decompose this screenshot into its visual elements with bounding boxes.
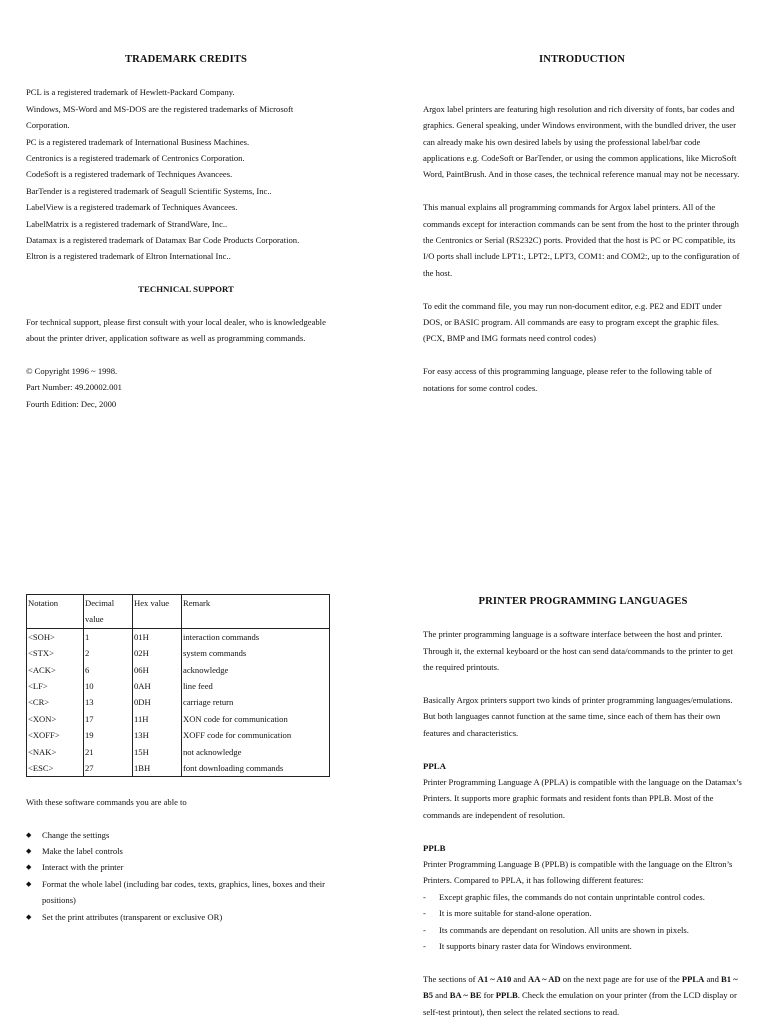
languages-heading: PRINTER PROGRAMMING LANGUAGES xyxy=(478,596,688,607)
capabilities-list xyxy=(26,827,356,925)
trademark-section xyxy=(26,52,346,412)
decimal-cell: 10 xyxy=(84,678,133,694)
remark-cell: XON code for communication xyxy=(182,711,330,727)
trademark-line: PC is a registered trademark of International Business Machines. xyxy=(26,136,250,147)
pplb-feature-list xyxy=(423,889,743,955)
notation-cell: <XOFF> xyxy=(27,727,84,743)
edition-line: Fourth Edition: Dec, 2000 xyxy=(26,398,117,409)
intro-paragraph: Argox label printers are featuring high resolution and rich diversity of fonts, bar codes and graphics. General speaking, under Windows environment, with the bundled driver, the user can already make his own desired labels by using the professional label/bar code applications e.g. CodeSoft or BarTender, or using the common applications, like MicroSoft Word, PaintBrush. And in those cases, the technical reference manual may not be necessary. xyxy=(423,103,740,180)
trademark-line: Windows, MS-Word and MS-DOS are the registered trademarks of Microsoft xyxy=(26,103,294,114)
trademark-line: Eltron is a registered trademark of Eltron International Inc.. xyxy=(26,251,231,262)
copyright-line: © Copyright 1996 ~ 1998. xyxy=(26,365,118,376)
decimal-cell: 1 xyxy=(84,628,133,645)
trademark-list xyxy=(26,84,346,264)
list-item xyxy=(423,905,743,921)
languages-section xyxy=(423,594,743,1020)
intro-paragraph: To edit the command file, you may run non-document editor, e.g. PE2 and EDIT under DOS, or BASIC program. All commands are easy to program except the graphic files. (PCX, BMP and IMG formats need control codes) xyxy=(423,300,722,344)
hex-cell: 01H xyxy=(133,628,182,645)
remark-cell: interaction commands xyxy=(182,628,330,645)
hex-cell: 02H xyxy=(133,645,182,661)
table-row xyxy=(27,711,330,727)
table-row xyxy=(27,744,330,760)
support-heading: TECHNICAL SUPPORT xyxy=(138,284,234,295)
list-item xyxy=(423,938,743,954)
languages-basic: Basically Argox printers support two kinds of printer programming languages/emulations. But both languages cannot function at the same time, since each of them has their own features and characteristics. xyxy=(423,695,733,738)
list-item-text: Set the print attributes (transparent or exclusive OR) xyxy=(42,911,223,922)
trademark-line: PCL is a registered trademark of Hewlett-Packard Company. xyxy=(26,87,235,98)
trademark-line: BarTender is a registered trademark of Seagull Scientific Systems, Inc.. xyxy=(26,185,272,196)
capabilities-intro: With these software commands you are able to xyxy=(26,796,187,807)
hex-cell: 1BH xyxy=(133,760,182,777)
decimal-cell: 21 xyxy=(84,744,133,760)
notation-cell: <ACK> xyxy=(27,662,84,678)
table-row xyxy=(27,645,330,661)
notation-section xyxy=(26,594,356,925)
list-item-text: Change the settings xyxy=(42,829,110,840)
dash-bullet-icon: - xyxy=(423,941,426,952)
hex-cell: 0AH xyxy=(133,678,182,694)
decimal-cell: 27 xyxy=(84,760,133,777)
list-item-text: Make the label controls xyxy=(42,846,123,857)
hex-cell: 15H xyxy=(133,744,182,760)
notation-cell: <ESC> xyxy=(27,760,84,777)
pplb-heading: PPLB xyxy=(423,842,446,853)
list-item-text: It supports binary raster data for Windows environment. xyxy=(439,941,632,952)
notation-cell: <STX> xyxy=(27,645,84,661)
decimal-cell: 2 xyxy=(84,645,133,661)
trademark-line: Datamax is a registered trademark of Datamax Bar Code Products Corporation. xyxy=(26,235,300,246)
remark-cell: not acknowledge xyxy=(182,744,330,760)
remark-cell: acknowledge xyxy=(182,662,330,678)
remark-cell: system commands xyxy=(182,645,330,661)
ppla-text: Printer Programming Language A (PPLA) is compatible with the language on the Datamax’s Printers. It supports more graphic formats and resident fonts than PPLB. Most of the commands are independent of resolution. xyxy=(423,777,742,820)
decimal-cell: 19 xyxy=(84,727,133,743)
diamond-bullet-icon: ◆ xyxy=(26,847,32,856)
list-item xyxy=(423,889,743,905)
list-item xyxy=(423,922,743,938)
dash-bullet-icon: - xyxy=(423,908,426,919)
list-item-text: It is more suitable for stand-alone operation. xyxy=(439,908,592,919)
pplb-text: Printer Programming Language B (PPLB) is compatible with the language on the Eltron’s Printers. Compared to PPLA, it has following different features: xyxy=(423,859,733,886)
intro-paragraph: This manual explains all programming commands for Argox label printers. All of the commands except for interaction commands can be sent from the host to the printer through the Centronics or Serial (RS232C) ports. Provided that the host is PC or PC compatible, its I/O ports shall include LPT1:, LPT2:, LPT3, COM1: and COM2:, up to the configuration of the host. xyxy=(423,202,740,278)
trademark-line: LabelMatrix is a registered trademark of StrandWare, Inc.. xyxy=(26,218,228,229)
list-item-text: Its commands are dependant on resolution. All units are shown in pixels. xyxy=(439,924,689,935)
table-row xyxy=(27,678,330,694)
trademark-line: LabelView is a registered trademark of Techniques Avancees. xyxy=(26,202,238,213)
list-item-text: Format the whole label (including bar codes, texts, graphics, lines, boxes and their positions) xyxy=(42,878,326,906)
notation-cell: <NAK> xyxy=(27,744,84,760)
table-row xyxy=(27,727,330,743)
dash-bullet-icon: - xyxy=(423,924,426,935)
notation-table xyxy=(26,594,330,777)
list-item xyxy=(26,859,356,875)
support-text: For technical support, please first consult with your local dealer, who is knowledgeable about the printer driver, application software as well as programming commands. xyxy=(26,316,326,344)
column-header: Hex value xyxy=(133,595,182,629)
table-row xyxy=(27,694,330,710)
sections-note: The sections of A1 ~ A10 and AA ~ AD on the next page are for use of the PPLA and B1 ~ B5 and BA ~ BE for PPLB. Check the emulation on your printer (from the LCD display or self-test printout), then select the related sections to read. xyxy=(423,973,738,1017)
introduction-heading: INTRODUCTION xyxy=(539,54,625,65)
introduction-section xyxy=(423,52,741,396)
table-row xyxy=(27,662,330,678)
decimal-cell: 13 xyxy=(84,694,133,710)
list-item xyxy=(26,909,356,925)
remark-cell: carriage return xyxy=(182,694,330,710)
trademark-heading: TRADEMARK CREDITS xyxy=(124,54,248,65)
diamond-bullet-icon: ◆ xyxy=(26,912,32,921)
diamond-bullet-icon: ◆ xyxy=(26,863,32,872)
trademark-line: CodeSoft is a registered trademark of Techniques Avancees. xyxy=(26,169,233,180)
decimal-cell: 17 xyxy=(84,711,133,727)
column-header: Decimal value xyxy=(84,595,133,629)
decimal-cell: 6 xyxy=(84,662,133,678)
list-item-text: Interact with the printer xyxy=(42,862,124,873)
table-row xyxy=(27,628,330,645)
list-item xyxy=(26,827,356,843)
hex-cell: 11H xyxy=(133,711,182,727)
remark-cell: font downloading commands xyxy=(182,760,330,777)
notation-cell: <CR> xyxy=(27,694,84,710)
trademark-line: Centronics is a registered trademark of Centronics Corporation. xyxy=(26,153,245,164)
list-item xyxy=(26,843,356,859)
hex-cell: 13H xyxy=(133,727,182,743)
hex-cell: 0DH xyxy=(133,694,182,710)
column-header: Notation xyxy=(27,595,84,629)
diamond-bullet-icon: ◆ xyxy=(26,879,32,888)
hex-cell: 06H xyxy=(133,662,182,678)
remark-cell: line feed xyxy=(182,678,330,694)
column-header: Remark xyxy=(182,595,330,629)
notation-cell: <LF> xyxy=(27,678,84,694)
intro-paragraph: For easy access of this programming language, please refer to the following table of notations for some control codes. xyxy=(423,366,712,393)
languages-intro: The printer programming language is a software interface between the host and printer. Through it, the external keyboard or the host can send data/commands to the printer to get the required printouts. xyxy=(423,629,733,673)
part-number-line: Part Number: 49.20002.001 xyxy=(26,382,122,393)
notation-table-header xyxy=(27,595,330,629)
dash-bullet-icon: - xyxy=(423,891,426,902)
notation-cell: <SOH> xyxy=(27,628,84,645)
table-row xyxy=(27,760,330,777)
trademark-line: Corporation. xyxy=(26,120,70,131)
remark-cell: XOFF code for communication xyxy=(182,727,330,743)
ppla-heading: PPLA xyxy=(423,760,446,771)
list-item xyxy=(26,876,356,909)
diamond-bullet-icon: ◆ xyxy=(26,830,32,839)
notation-cell: <XON> xyxy=(27,711,84,727)
list-item-text: Except graphic files, the commands do not contain unprintable control codes. xyxy=(439,891,705,902)
